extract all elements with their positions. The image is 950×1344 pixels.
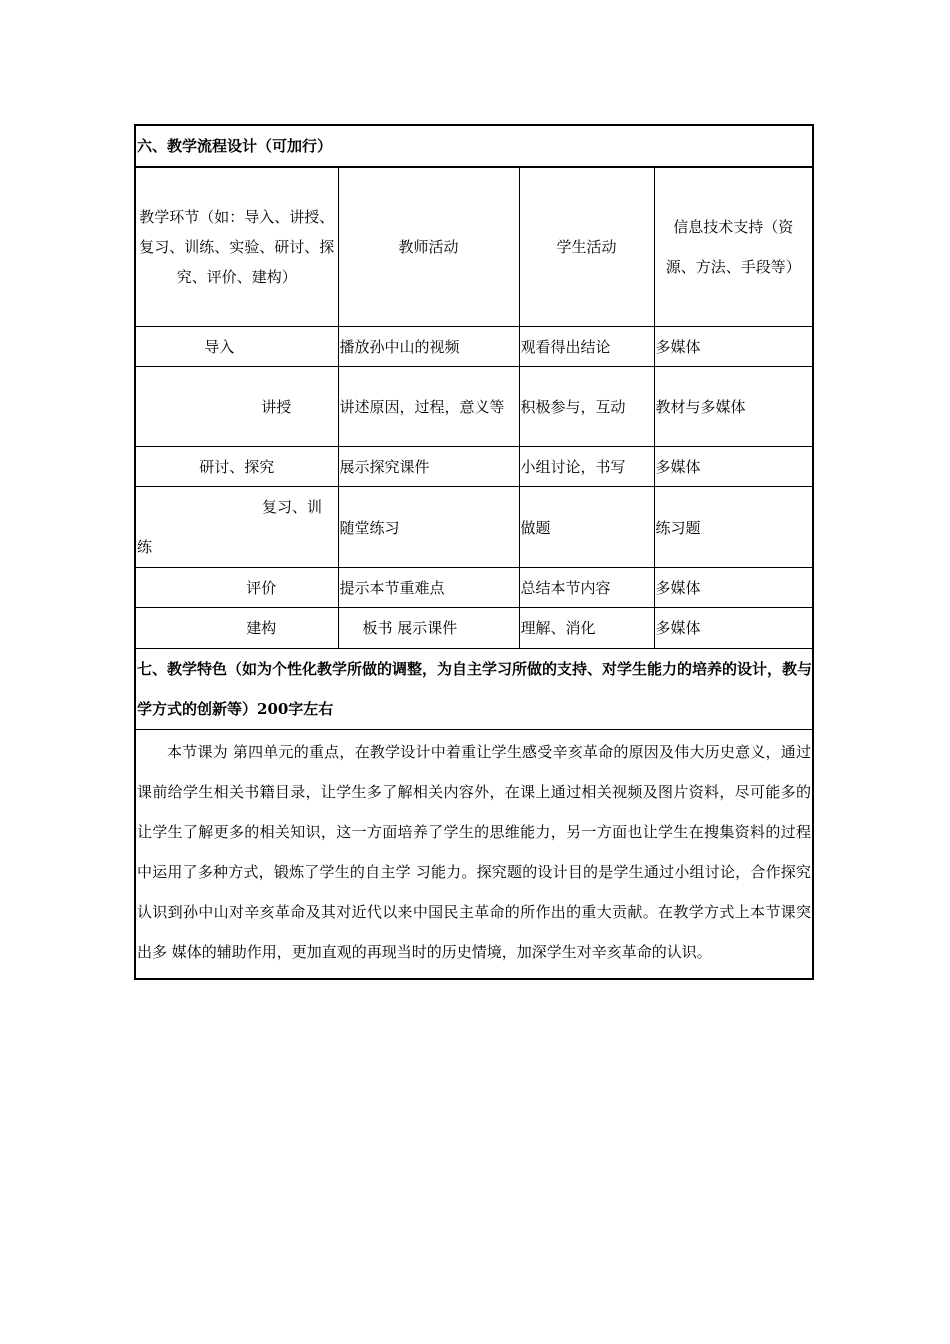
student-cell: 理解、消化 (519, 608, 654, 648)
header-it-support: 信息技术支持（资源、方法、手段等） (654, 168, 812, 327)
header-stage: 教学环节（如：导入、讲授、复习、训练、实验、研讨、探究、评价、建构） (136, 168, 338, 327)
header-teacher-activity: 教师活动 (338, 168, 519, 327)
it-cell: 练习题 (654, 487, 812, 568)
student-cell: 做题 (519, 487, 654, 568)
table-row (136, 568, 812, 608)
section-6-title: 六、教学流程设计（可加行） (136, 126, 812, 167)
teacher-cell: 讲述原因，过程，意义等 (338, 367, 519, 447)
lesson-plan-sheet (134, 124, 814, 980)
stage-cell: 复习、训练 (136, 487, 338, 568)
stage-cell: 建构 (136, 608, 338, 648)
table-row (136, 447, 812, 487)
table-row (136, 327, 812, 367)
teacher-cell: 提示本节重难点 (338, 568, 519, 608)
it-cell: 教材与多媒体 (654, 367, 812, 447)
section-7 (136, 648, 812, 978)
table-row (136, 487, 812, 568)
student-cell: 小组讨论，书写 (519, 447, 654, 487)
it-cell: 多媒体 (654, 608, 812, 648)
stage-cell: 导入 (136, 327, 338, 367)
stage-cell: 评价 (136, 568, 338, 608)
header-student-activity: 学生活动 (519, 168, 654, 327)
it-cell: 多媒体 (654, 447, 812, 487)
section-7-title: 七、教学特色（如为个性化教学所做的调整，为自主学习所做的支持、对学生能力的培养的设计，教与学方式的创新等）200字左右 (136, 649, 812, 730)
table-row (136, 367, 812, 447)
stage-cell: 研讨、探究 (136, 447, 338, 487)
teacher-cell: 展示探究课件 (338, 447, 519, 487)
teacher-cell: 板书 展示课件 (338, 608, 519, 648)
teaching-flow-table (136, 167, 812, 648)
teacher-cell: 随堂练习 (338, 487, 519, 568)
student-cell: 观看得出结论 (519, 327, 654, 367)
student-cell: 总结本节内容 (519, 568, 654, 608)
section-7-body: 本节课为 第四单元的重点，在教学设计中着重让学生感受辛亥革命的原因及伟大历史意义，通过课前给学生相关书籍目录，让学生多了解相关内容外，在课上通过相关视频及图片资料，尽可能多的让学生了解更多的相关知识，这一方面培养了学生的思维能力，另一方面也让学生在搜集资料的过程中运用了多种方式，锻炼了学生的自主学 习能力。探究题的设计目的是学生通过小组讨论，合作探究认识到孙中山对辛亥革命及其对近代以来中国民主革命的所作出的重大贡献。在教学方式上本节课突出多 媒体的辅助作用，更加直观的再现当时的历史情境，加深学生对辛亥革命的认识。 (137, 742, 811, 961)
stage-cell: 讲授 (136, 367, 338, 447)
teacher-cell: 播放孙中山的视频 (338, 327, 519, 367)
student-cell: 积极参与，互动 (519, 367, 654, 447)
it-cell: 多媒体 (654, 568, 812, 608)
table-header-row (136, 168, 812, 327)
table-row (136, 608, 812, 648)
it-cell: 多媒体 (654, 327, 812, 367)
